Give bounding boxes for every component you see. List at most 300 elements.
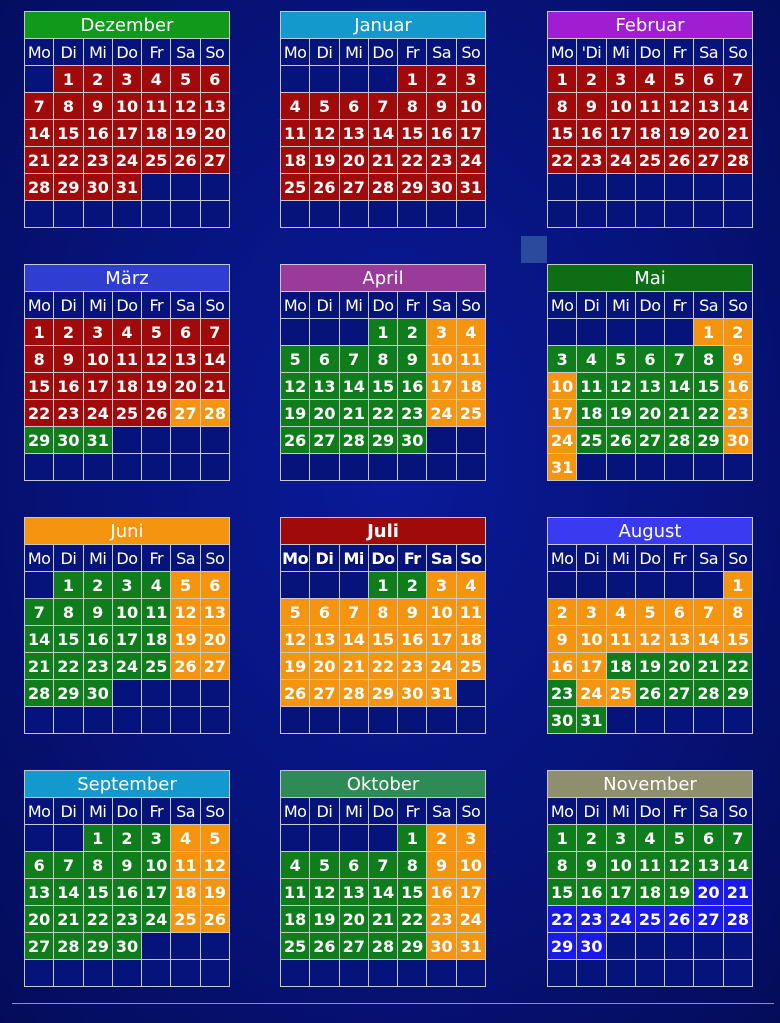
day-cell[interactable]: 25 bbox=[606, 680, 635, 707]
day-cell[interactable]: 3 bbox=[548, 346, 577, 373]
day-cell[interactable]: 27 bbox=[635, 427, 664, 454]
day-cell[interactable]: 7 bbox=[723, 825, 752, 852]
day-cell[interactable]: 6 bbox=[25, 852, 54, 879]
day-cell[interactable]: 16 bbox=[427, 879, 456, 906]
day-cell[interactable]: 30 bbox=[427, 933, 456, 960]
day-cell[interactable]: 27 bbox=[310, 427, 339, 454]
day-cell[interactable]: 8 bbox=[694, 346, 723, 373]
day-cell[interactable]: 29 bbox=[694, 427, 723, 454]
day-cell[interactable]: 27 bbox=[25, 933, 54, 960]
day-cell[interactable]: 7 bbox=[54, 852, 83, 879]
day-cell[interactable]: 15 bbox=[368, 373, 397, 400]
day-cell[interactable]: 25 bbox=[635, 147, 664, 174]
day-cell[interactable]: 14 bbox=[54, 879, 83, 906]
day-cell[interactable]: 1 bbox=[368, 572, 397, 599]
day-cell[interactable]: 1 bbox=[54, 66, 83, 93]
day-cell[interactable]: 22 bbox=[694, 400, 723, 427]
day-cell[interactable]: 2 bbox=[427, 66, 456, 93]
day-cell[interactable]: 6 bbox=[339, 93, 368, 120]
day-cell[interactable]: 20 bbox=[200, 120, 229, 147]
day-cell[interactable]: 30 bbox=[54, 427, 83, 454]
day-cell[interactable]: 25 bbox=[112, 400, 141, 427]
day-cell[interactable]: 20 bbox=[171, 373, 200, 400]
day-cell[interactable]: 20 bbox=[339, 147, 368, 174]
day-cell[interactable]: 21 bbox=[368, 147, 397, 174]
day-cell[interactable]: 15 bbox=[25, 373, 54, 400]
day-cell[interactable]: 18 bbox=[577, 400, 606, 427]
day-cell[interactable]: 13 bbox=[200, 599, 229, 626]
day-cell[interactable]: 29 bbox=[54, 174, 83, 201]
day-cell[interactable]: 23 bbox=[548, 680, 577, 707]
day-cell[interactable]: 16 bbox=[548, 653, 577, 680]
day-cell[interactable]: 2 bbox=[54, 319, 83, 346]
day-cell[interactable]: 13 bbox=[339, 120, 368, 147]
day-cell[interactable]: 21 bbox=[723, 879, 752, 906]
day-cell[interactable]: 12 bbox=[665, 93, 694, 120]
day-cell[interactable]: 12 bbox=[171, 93, 200, 120]
day-cell[interactable]: 4 bbox=[635, 825, 664, 852]
day-cell[interactable]: 11 bbox=[142, 93, 171, 120]
day-cell[interactable]: 3 bbox=[456, 66, 485, 93]
day-cell[interactable]: 21 bbox=[25, 653, 54, 680]
day-cell[interactable]: 13 bbox=[694, 93, 723, 120]
day-cell[interactable]: 22 bbox=[54, 653, 83, 680]
day-cell[interactable]: 24 bbox=[83, 400, 112, 427]
day-cell[interactable]: 8 bbox=[368, 346, 397, 373]
day-cell[interactable]: 12 bbox=[200, 852, 229, 879]
day-cell[interactable]: 11 bbox=[635, 852, 664, 879]
day-cell[interactable]: 21 bbox=[665, 400, 694, 427]
day-cell[interactable]: 6 bbox=[310, 346, 339, 373]
day-cell[interactable]: 6 bbox=[171, 319, 200, 346]
day-cell[interactable]: 10 bbox=[456, 852, 485, 879]
day-cell[interactable]: 30 bbox=[112, 933, 141, 960]
day-cell[interactable]: 3 bbox=[427, 319, 456, 346]
day-cell[interactable]: 9 bbox=[83, 93, 112, 120]
day-cell[interactable]: 7 bbox=[723, 66, 752, 93]
day-cell[interactable]: 3 bbox=[83, 319, 112, 346]
day-cell[interactable]: 15 bbox=[723, 626, 752, 653]
day-cell[interactable]: 11 bbox=[577, 373, 606, 400]
day-cell[interactable]: 1 bbox=[25, 319, 54, 346]
day-cell[interactable]: 23 bbox=[427, 906, 456, 933]
day-cell[interactable]: 25 bbox=[281, 174, 310, 201]
day-cell[interactable]: 4 bbox=[112, 319, 141, 346]
day-cell[interactable]: 4 bbox=[456, 319, 485, 346]
day-cell[interactable]: 5 bbox=[200, 825, 229, 852]
day-cell[interactable]: 13 bbox=[339, 879, 368, 906]
day-cell[interactable]: 12 bbox=[171, 599, 200, 626]
day-cell[interactable]: 13 bbox=[665, 626, 694, 653]
day-cell[interactable]: 20 bbox=[310, 653, 339, 680]
day-cell[interactable]: 24 bbox=[606, 906, 635, 933]
day-cell[interactable]: 11 bbox=[281, 879, 310, 906]
day-cell[interactable]: 28 bbox=[339, 427, 368, 454]
day-cell[interactable]: 16 bbox=[398, 626, 427, 653]
day-cell[interactable]: 15 bbox=[83, 879, 112, 906]
day-cell[interactable]: 25 bbox=[456, 400, 485, 427]
day-cell[interactable]: 25 bbox=[456, 653, 485, 680]
day-cell[interactable]: 29 bbox=[548, 933, 577, 960]
day-cell[interactable]: 14 bbox=[339, 626, 368, 653]
day-cell[interactable]: 15 bbox=[548, 120, 577, 147]
day-cell[interactable]: 6 bbox=[665, 599, 694, 626]
day-cell[interactable]: 28 bbox=[694, 680, 723, 707]
day-cell[interactable]: 19 bbox=[606, 400, 635, 427]
day-cell[interactable]: 29 bbox=[398, 174, 427, 201]
day-cell[interactable]: 10 bbox=[606, 852, 635, 879]
day-cell[interactable]: 19 bbox=[665, 120, 694, 147]
day-cell[interactable]: 6 bbox=[200, 572, 229, 599]
day-cell[interactable]: 29 bbox=[54, 680, 83, 707]
day-cell[interactable]: 7 bbox=[368, 852, 397, 879]
day-cell[interactable]: 10 bbox=[112, 93, 141, 120]
day-cell[interactable]: 22 bbox=[398, 906, 427, 933]
day-cell[interactable]: 11 bbox=[281, 120, 310, 147]
day-cell[interactable]: 19 bbox=[281, 400, 310, 427]
day-cell[interactable]: 2 bbox=[398, 572, 427, 599]
day-cell[interactable]: 17 bbox=[577, 653, 606, 680]
day-cell[interactable]: 4 bbox=[171, 825, 200, 852]
day-cell[interactable]: 16 bbox=[54, 373, 83, 400]
day-cell[interactable]: 26 bbox=[665, 147, 694, 174]
day-cell[interactable]: 10 bbox=[427, 346, 456, 373]
day-cell[interactable]: 2 bbox=[398, 319, 427, 346]
day-cell[interactable]: 6 bbox=[635, 346, 664, 373]
day-cell[interactable]: 30 bbox=[83, 680, 112, 707]
day-cell[interactable]: 19 bbox=[665, 879, 694, 906]
day-cell[interactable]: 10 bbox=[606, 93, 635, 120]
day-cell[interactable]: 4 bbox=[142, 66, 171, 93]
day-cell[interactable]: 27 bbox=[310, 680, 339, 707]
day-cell[interactable]: 24 bbox=[577, 680, 606, 707]
day-cell[interactable]: 17 bbox=[606, 879, 635, 906]
day-cell[interactable]: 6 bbox=[200, 66, 229, 93]
day-cell[interactable]: 20 bbox=[694, 120, 723, 147]
day-cell[interactable]: 16 bbox=[112, 879, 141, 906]
day-cell[interactable]: 9 bbox=[427, 852, 456, 879]
day-cell[interactable]: 4 bbox=[577, 346, 606, 373]
day-cell[interactable]: 11 bbox=[142, 599, 171, 626]
day-cell[interactable]: 27 bbox=[339, 174, 368, 201]
day-cell[interactable]: 14 bbox=[25, 626, 54, 653]
day-cell[interactable]: 17 bbox=[112, 120, 141, 147]
day-cell[interactable]: 14 bbox=[723, 93, 752, 120]
day-cell[interactable]: 25 bbox=[142, 147, 171, 174]
day-cell[interactable]: 2 bbox=[577, 66, 606, 93]
day-cell[interactable]: 3 bbox=[427, 572, 456, 599]
day-cell[interactable]: 7 bbox=[339, 599, 368, 626]
day-cell[interactable]: 19 bbox=[281, 653, 310, 680]
day-cell[interactable]: 24 bbox=[548, 427, 577, 454]
day-cell[interactable]: 2 bbox=[548, 599, 577, 626]
day-cell[interactable]: 14 bbox=[694, 626, 723, 653]
day-cell[interactable]: 28 bbox=[723, 906, 752, 933]
day-cell[interactable]: 22 bbox=[83, 906, 112, 933]
day-cell[interactable]: 6 bbox=[694, 66, 723, 93]
day-cell[interactable]: 16 bbox=[577, 120, 606, 147]
day-cell[interactable]: 26 bbox=[281, 427, 310, 454]
day-cell[interactable]: 6 bbox=[339, 852, 368, 879]
day-cell[interactable]: 29 bbox=[368, 680, 397, 707]
day-cell[interactable]: 26 bbox=[665, 906, 694, 933]
day-cell[interactable]: 4 bbox=[456, 572, 485, 599]
day-cell[interactable]: 10 bbox=[83, 346, 112, 373]
day-cell[interactable]: 22 bbox=[368, 400, 397, 427]
day-cell[interactable]: 19 bbox=[171, 626, 200, 653]
day-cell[interactable]: 7 bbox=[368, 93, 397, 120]
day-cell[interactable]: 21 bbox=[368, 906, 397, 933]
day-cell[interactable]: 29 bbox=[25, 427, 54, 454]
day-cell[interactable]: 11 bbox=[456, 346, 485, 373]
day-cell[interactable]: 21 bbox=[694, 653, 723, 680]
day-cell[interactable]: 1 bbox=[723, 572, 752, 599]
day-cell[interactable]: 8 bbox=[54, 599, 83, 626]
day-cell[interactable]: 3 bbox=[577, 599, 606, 626]
day-cell[interactable]: 14 bbox=[368, 879, 397, 906]
day-cell[interactable]: 21 bbox=[723, 120, 752, 147]
day-cell[interactable]: 3 bbox=[606, 825, 635, 852]
day-cell[interactable]: 9 bbox=[83, 599, 112, 626]
day-cell[interactable]: 4 bbox=[281, 852, 310, 879]
day-cell[interactable]: 22 bbox=[25, 400, 54, 427]
day-cell[interactable]: 17 bbox=[548, 400, 577, 427]
day-cell[interactable]: 13 bbox=[171, 346, 200, 373]
day-cell[interactable]: 11 bbox=[606, 626, 635, 653]
day-cell[interactable]: 27 bbox=[665, 680, 694, 707]
day-cell[interactable]: 17 bbox=[427, 626, 456, 653]
day-cell[interactable]: 26 bbox=[142, 400, 171, 427]
day-cell[interactable]: 22 bbox=[54, 147, 83, 174]
day-cell[interactable]: 2 bbox=[577, 825, 606, 852]
day-cell[interactable]: 1 bbox=[398, 825, 427, 852]
day-cell[interactable]: 21 bbox=[54, 906, 83, 933]
day-cell[interactable]: 10 bbox=[548, 373, 577, 400]
day-cell[interactable]: 7 bbox=[339, 346, 368, 373]
day-cell[interactable]: 25 bbox=[577, 427, 606, 454]
day-cell[interactable]: 16 bbox=[427, 120, 456, 147]
day-cell[interactable]: 12 bbox=[281, 626, 310, 653]
day-cell[interactable]: 23 bbox=[398, 653, 427, 680]
day-cell[interactable]: 14 bbox=[723, 852, 752, 879]
day-cell[interactable]: 24 bbox=[456, 906, 485, 933]
day-cell[interactable]: 5 bbox=[310, 852, 339, 879]
day-cell[interactable]: 19 bbox=[310, 147, 339, 174]
day-cell[interactable]: 22 bbox=[723, 653, 752, 680]
day-cell[interactable]: 15 bbox=[694, 373, 723, 400]
day-cell[interactable]: 6 bbox=[694, 825, 723, 852]
day-cell[interactable]: 13 bbox=[25, 879, 54, 906]
day-cell[interactable]: 30 bbox=[398, 427, 427, 454]
day-cell[interactable]: 20 bbox=[665, 653, 694, 680]
day-cell[interactable]: 14 bbox=[339, 373, 368, 400]
day-cell[interactable]: 27 bbox=[339, 933, 368, 960]
day-cell[interactable]: 24 bbox=[427, 653, 456, 680]
day-cell[interactable]: 10 bbox=[427, 599, 456, 626]
day-cell[interactable]: 22 bbox=[548, 147, 577, 174]
day-cell[interactable]: 31 bbox=[456, 933, 485, 960]
day-cell[interactable]: 12 bbox=[310, 879, 339, 906]
day-cell[interactable]: 27 bbox=[171, 400, 200, 427]
day-cell[interactable]: 5 bbox=[171, 66, 200, 93]
day-cell[interactable]: 24 bbox=[606, 147, 635, 174]
day-cell[interactable]: 18 bbox=[635, 879, 664, 906]
day-cell[interactable]: 13 bbox=[635, 373, 664, 400]
day-cell[interactable]: 2 bbox=[723, 319, 752, 346]
day-cell[interactable]: 23 bbox=[83, 653, 112, 680]
day-cell[interactable]: 8 bbox=[83, 852, 112, 879]
day-cell[interactable]: 5 bbox=[171, 572, 200, 599]
day-cell[interactable]: 10 bbox=[142, 852, 171, 879]
day-cell[interactable]: 9 bbox=[548, 626, 577, 653]
day-cell[interactable]: 29 bbox=[398, 933, 427, 960]
day-cell[interactable]: 15 bbox=[398, 120, 427, 147]
day-cell[interactable]: 29 bbox=[83, 933, 112, 960]
day-cell[interactable]: 18 bbox=[281, 906, 310, 933]
day-cell[interactable]: 5 bbox=[635, 599, 664, 626]
day-cell[interactable]: 1 bbox=[548, 66, 577, 93]
day-cell[interactable]: 5 bbox=[665, 66, 694, 93]
day-cell[interactable]: 15 bbox=[548, 879, 577, 906]
day-cell[interactable]: 18 bbox=[142, 626, 171, 653]
day-cell[interactable]: 1 bbox=[368, 319, 397, 346]
day-cell[interactable]: 30 bbox=[577, 933, 606, 960]
day-cell[interactable]: 29 bbox=[723, 680, 752, 707]
day-cell[interactable]: 26 bbox=[606, 427, 635, 454]
day-cell[interactable]: 15 bbox=[54, 120, 83, 147]
day-cell[interactable]: 18 bbox=[142, 120, 171, 147]
day-cell[interactable]: 6 bbox=[310, 599, 339, 626]
day-cell[interactable]: 9 bbox=[723, 346, 752, 373]
day-cell[interactable]: 28 bbox=[368, 174, 397, 201]
day-cell[interactable]: 28 bbox=[665, 427, 694, 454]
day-cell[interactable]: 9 bbox=[577, 852, 606, 879]
day-cell[interactable]: 24 bbox=[142, 906, 171, 933]
day-cell[interactable]: 25 bbox=[281, 933, 310, 960]
day-cell[interactable]: 27 bbox=[694, 147, 723, 174]
day-cell[interactable]: 25 bbox=[635, 906, 664, 933]
day-cell[interactable]: 30 bbox=[398, 680, 427, 707]
day-cell[interactable]: 27 bbox=[694, 906, 723, 933]
day-cell[interactable]: 19 bbox=[171, 120, 200, 147]
day-cell[interactable]: 23 bbox=[54, 400, 83, 427]
day-cell[interactable]: 4 bbox=[142, 572, 171, 599]
day-cell[interactable]: 17 bbox=[456, 120, 485, 147]
day-cell[interactable]: 7 bbox=[665, 346, 694, 373]
day-cell[interactable]: 28 bbox=[723, 147, 752, 174]
day-cell[interactable]: 8 bbox=[368, 599, 397, 626]
day-cell[interactable]: 19 bbox=[310, 906, 339, 933]
day-cell[interactable]: 13 bbox=[200, 93, 229, 120]
day-cell[interactable]: 5 bbox=[606, 346, 635, 373]
day-cell[interactable]: 9 bbox=[577, 93, 606, 120]
day-cell[interactable]: 20 bbox=[200, 626, 229, 653]
day-cell[interactable]: 11 bbox=[635, 93, 664, 120]
day-cell[interactable]: 27 bbox=[200, 147, 229, 174]
day-cell[interactable]: 28 bbox=[368, 933, 397, 960]
day-cell[interactable]: 23 bbox=[577, 147, 606, 174]
day-cell[interactable]: 23 bbox=[427, 147, 456, 174]
day-cell[interactable]: 3 bbox=[456, 825, 485, 852]
day-cell[interactable]: 28 bbox=[25, 680, 54, 707]
day-cell[interactable]: 16 bbox=[83, 626, 112, 653]
day-cell[interactable]: 1 bbox=[83, 825, 112, 852]
day-cell[interactable]: 26 bbox=[200, 906, 229, 933]
day-cell[interactable]: 20 bbox=[310, 400, 339, 427]
day-cell[interactable]: 2 bbox=[83, 572, 112, 599]
day-cell[interactable]: 30 bbox=[83, 174, 112, 201]
day-cell[interactable]: 10 bbox=[456, 93, 485, 120]
day-cell[interactable]: 18 bbox=[112, 373, 141, 400]
day-cell[interactable]: 30 bbox=[723, 427, 752, 454]
day-cell[interactable]: 19 bbox=[635, 653, 664, 680]
day-cell[interactable]: 22 bbox=[368, 653, 397, 680]
day-cell[interactable]: 28 bbox=[25, 174, 54, 201]
day-cell[interactable]: 25 bbox=[171, 906, 200, 933]
day-cell[interactable]: 8 bbox=[25, 346, 54, 373]
day-cell[interactable]: 18 bbox=[171, 879, 200, 906]
day-cell[interactable]: 21 bbox=[25, 147, 54, 174]
day-cell[interactable]: 30 bbox=[427, 174, 456, 201]
day-cell[interactable]: 26 bbox=[310, 933, 339, 960]
day-cell[interactable]: 15 bbox=[368, 626, 397, 653]
day-cell[interactable]: 23 bbox=[398, 400, 427, 427]
day-cell[interactable]: 5 bbox=[142, 319, 171, 346]
day-cell[interactable]: 26 bbox=[171, 147, 200, 174]
day-cell[interactable]: 15 bbox=[54, 626, 83, 653]
day-cell[interactable]: 16 bbox=[398, 373, 427, 400]
day-cell[interactable]: 8 bbox=[548, 93, 577, 120]
day-cell[interactable]: 3 bbox=[112, 572, 141, 599]
day-cell[interactable]: 9 bbox=[398, 346, 427, 373]
day-cell[interactable]: 28 bbox=[339, 680, 368, 707]
day-cell[interactable]: 8 bbox=[548, 852, 577, 879]
day-cell[interactable]: 3 bbox=[142, 825, 171, 852]
day-cell[interactable]: 10 bbox=[112, 599, 141, 626]
day-cell[interactable]: 17 bbox=[427, 373, 456, 400]
day-cell[interactable]: 17 bbox=[112, 626, 141, 653]
day-cell[interactable]: 26 bbox=[635, 680, 664, 707]
day-cell[interactable]: 2 bbox=[427, 825, 456, 852]
day-cell[interactable]: 31 bbox=[577, 707, 606, 734]
day-cell[interactable]: 2 bbox=[112, 825, 141, 852]
day-cell[interactable]: 25 bbox=[142, 653, 171, 680]
day-cell[interactable]: 7 bbox=[25, 93, 54, 120]
day-cell[interactable]: 30 bbox=[548, 707, 577, 734]
day-cell[interactable]: 5 bbox=[310, 93, 339, 120]
day-cell[interactable]: 9 bbox=[54, 346, 83, 373]
day-cell[interactable]: 22 bbox=[548, 906, 577, 933]
day-cell[interactable]: 8 bbox=[398, 93, 427, 120]
day-cell[interactable]: 17 bbox=[606, 120, 635, 147]
day-cell[interactable]: 12 bbox=[310, 120, 339, 147]
day-cell[interactable]: 31 bbox=[427, 680, 456, 707]
day-cell[interactable]: 8 bbox=[723, 599, 752, 626]
day-cell[interactable]: 3 bbox=[606, 66, 635, 93]
day-cell[interactable]: 16 bbox=[723, 373, 752, 400]
day-cell[interactable]: 16 bbox=[83, 120, 112, 147]
day-cell[interactable]: 21 bbox=[339, 400, 368, 427]
day-cell[interactable]: 9 bbox=[398, 599, 427, 626]
day-cell[interactable]: 12 bbox=[142, 346, 171, 373]
day-cell[interactable]: 12 bbox=[635, 626, 664, 653]
day-cell[interactable]: 18 bbox=[456, 373, 485, 400]
day-cell[interactable]: 7 bbox=[25, 599, 54, 626]
day-cell[interactable]: 4 bbox=[606, 599, 635, 626]
day-cell[interactable]: 11 bbox=[171, 852, 200, 879]
day-cell[interactable]: 2 bbox=[83, 66, 112, 93]
day-cell[interactable]: 28 bbox=[200, 400, 229, 427]
